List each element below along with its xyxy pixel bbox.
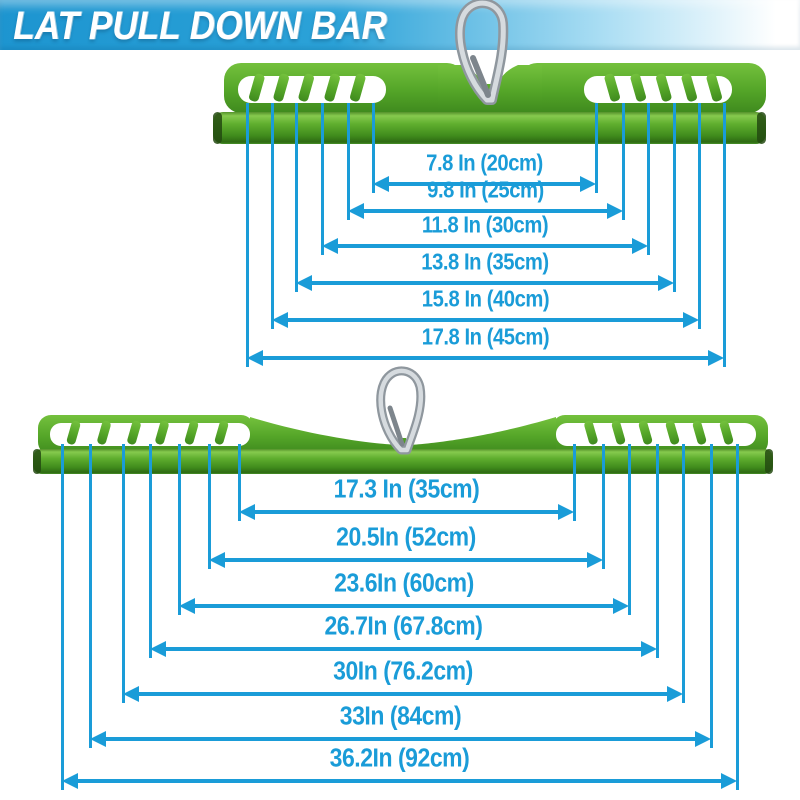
dimension-line bbox=[252, 510, 561, 514]
small-bar-hook-plate-left bbox=[224, 63, 464, 113]
extension-line bbox=[647, 103, 650, 255]
dimension-label: 9.8 In (25cm) bbox=[427, 176, 544, 203]
extension-line bbox=[656, 444, 659, 658]
small-bar-end-cap-right bbox=[757, 112, 766, 144]
dimension-label: 17.3 In (35cm) bbox=[333, 474, 480, 504]
extension-line bbox=[295, 103, 298, 292]
carabiner-icon bbox=[381, 371, 421, 450]
arrowhead-right-icon bbox=[558, 504, 574, 520]
dimension-label: 11.8 In (30cm) bbox=[421, 211, 549, 238]
extension-line bbox=[271, 103, 274, 329]
dimension-line bbox=[103, 737, 698, 741]
extension-line bbox=[602, 444, 605, 569]
page-title: LAT PULL DOWN BAR bbox=[13, 3, 387, 48]
dimension-line bbox=[163, 647, 644, 651]
extension-line bbox=[321, 103, 324, 255]
extension-line bbox=[246, 103, 249, 367]
dimension-label: 23.6In (60cm) bbox=[334, 568, 474, 598]
arrowhead-left-icon bbox=[150, 641, 166, 657]
extension-line bbox=[149, 444, 152, 658]
dimension-line bbox=[285, 318, 686, 322]
arrowhead-left-icon bbox=[239, 504, 255, 520]
extension-line bbox=[628, 444, 631, 615]
small-bar-hook-plate-right bbox=[520, 63, 766, 113]
dimension-label: 15.8 In (40cm) bbox=[421, 285, 550, 312]
extension-line bbox=[178, 444, 181, 615]
extension-line bbox=[208, 444, 211, 569]
dimension-label: 33In (84cm) bbox=[339, 701, 462, 731]
extension-line bbox=[673, 103, 676, 292]
dimension-label: 17.8 In (45cm) bbox=[421, 323, 550, 350]
dimension-label: 20.5In (52cm) bbox=[336, 522, 476, 552]
dimension-label: 30In (76.2cm) bbox=[333, 656, 473, 686]
dimension-line bbox=[75, 779, 724, 783]
dimension-label: 26.7In (67.8cm) bbox=[324, 611, 483, 641]
arrowhead-right-icon bbox=[721, 773, 737, 789]
large-bar bbox=[33, 371, 773, 474]
arrowhead-left-icon bbox=[209, 552, 225, 568]
arrowhead-right-icon bbox=[708, 350, 724, 366]
extension-line bbox=[698, 103, 701, 329]
dimension-label: 36.2In (92cm) bbox=[329, 743, 470, 773]
arrowhead-right-icon bbox=[641, 641, 657, 657]
arrowhead-left-icon bbox=[123, 686, 139, 702]
extension-line bbox=[89, 444, 92, 748]
extension-line bbox=[61, 444, 64, 790]
small-bar-end-cap-left bbox=[213, 112, 222, 144]
dimension-line bbox=[136, 692, 670, 696]
arrowhead-right-icon bbox=[587, 552, 603, 568]
large-bar-end-cap-left bbox=[33, 449, 41, 474]
arrowhead-right-icon bbox=[667, 686, 683, 702]
dimension-line bbox=[192, 604, 616, 608]
extension-line bbox=[736, 444, 739, 790]
extension-line bbox=[710, 444, 713, 748]
dimension-label: 7.8 In (20cm) bbox=[426, 149, 543, 176]
dimension-label: 13.8 In (35cm) bbox=[421, 248, 549, 275]
extension-line bbox=[723, 103, 726, 367]
extension-line bbox=[682, 444, 685, 703]
dimension-line bbox=[222, 558, 590, 562]
extension-line bbox=[122, 444, 125, 703]
dimension-line bbox=[260, 356, 711, 360]
arrowhead-left-icon bbox=[247, 350, 263, 366]
large-bar-end-cap-right bbox=[765, 449, 773, 474]
arrowhead-left-icon bbox=[62, 773, 78, 789]
